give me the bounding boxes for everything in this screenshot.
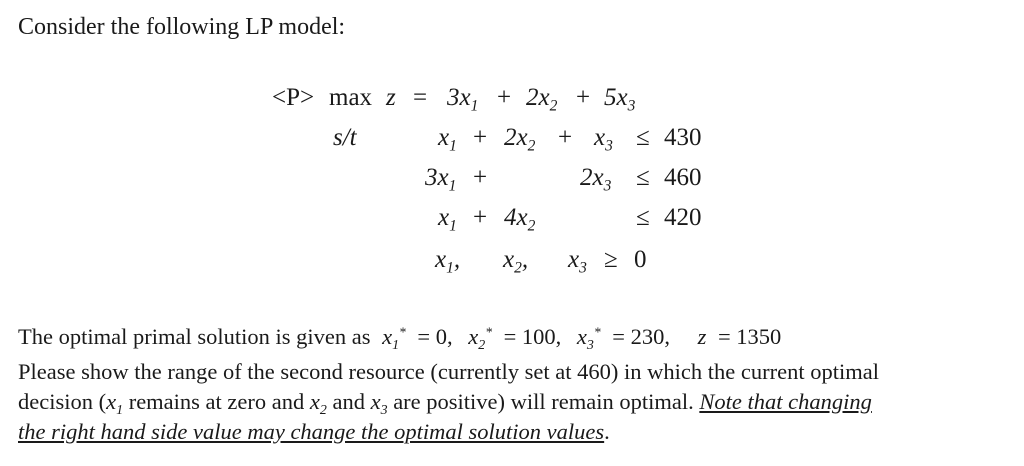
objective-var: z xyxy=(386,84,396,111)
question-line-2: decision ($x_1$ remains at zero and $x_2$ and $x_3$ are positive) will remain optimal. Note that changing xyxy=(18,389,872,418)
nn-var-x3: $x_3$ xyxy=(568,246,587,277)
c3-operator: ≤ xyxy=(636,204,650,231)
c3-plus-1: + xyxy=(473,204,488,231)
nn-operator: ≥ xyxy=(604,246,618,273)
solution-x1-value: = 0, xyxy=(417,324,453,349)
model-label: <P> xyxy=(272,84,315,111)
c1-rhs: 430 xyxy=(664,124,702,151)
obj-term-3: $5x_3$ xyxy=(604,84,636,115)
solution-x2-value: = 100, xyxy=(503,324,562,349)
c1-term-x3: $x_3$ xyxy=(594,124,613,155)
obj-term-1: $3x_1$ xyxy=(447,84,479,115)
intro-text: Consider the following LP model: xyxy=(18,14,346,40)
c2-term-x1: $3x_1$ xyxy=(425,164,457,195)
c3-rhs: 420 xyxy=(664,204,702,231)
var-x3: $x_3$ xyxy=(370,389,388,418)
question-line-1: Please show the range of the second resource (currently set at 460) in which the current optimal xyxy=(18,359,879,384)
nn-rhs: 0 xyxy=(634,246,647,273)
c2-rhs: 460 xyxy=(664,164,702,191)
var-x1: $x_1$ xyxy=(106,389,124,418)
solution-x2: $x_2^*$ xyxy=(468,324,492,353)
c2-plus-1: + xyxy=(473,164,488,191)
obj-plus-1: + xyxy=(497,84,512,111)
c2-operator: ≤ xyxy=(636,164,650,191)
question-line-3: the right hand side value may change the optimal solution values. xyxy=(18,419,610,444)
c3-term-x1: $x_1$ xyxy=(438,204,457,235)
c3-term-x2: $4x_2$ xyxy=(504,204,536,235)
solution-x3-value: = 230, xyxy=(612,324,670,349)
solution-x1: $x_1^*$ xyxy=(382,324,406,353)
solution-z: z xyxy=(697,324,707,349)
optimal-solution-line xyxy=(18,324,782,353)
obj-plus-2: + xyxy=(576,84,591,111)
note-underlined-2: the right hand side value may change the optimal solution values xyxy=(18,419,605,444)
c1-plus-1: + xyxy=(473,124,488,151)
nn-var-x1: $x_1$, xyxy=(435,246,461,277)
c1-plus-2: + xyxy=(558,124,573,151)
c1-operator: ≤ xyxy=(636,124,650,151)
var-x2: $x_2$ xyxy=(309,389,327,418)
note-underlined-1: Note that changing xyxy=(699,389,872,414)
c2-term-x3: $2x_3$ xyxy=(580,164,612,195)
solution-x3: $x_3^*$ xyxy=(576,324,601,353)
c1-term-x1: $x_1$ xyxy=(438,124,457,155)
objective-equals: = xyxy=(413,84,428,111)
solution-lead: The optimal primal solution is given as xyxy=(18,324,371,349)
solution-z-value: = 1350 xyxy=(717,324,782,349)
c1-term-x2: $2x_2$ xyxy=(504,124,536,155)
subject-to-label: s/t xyxy=(333,124,357,151)
max-keyword: max xyxy=(329,84,373,111)
obj-term-2: $2x_2$ xyxy=(526,84,558,115)
nn-var-x2: $x_2$, xyxy=(503,246,529,277)
